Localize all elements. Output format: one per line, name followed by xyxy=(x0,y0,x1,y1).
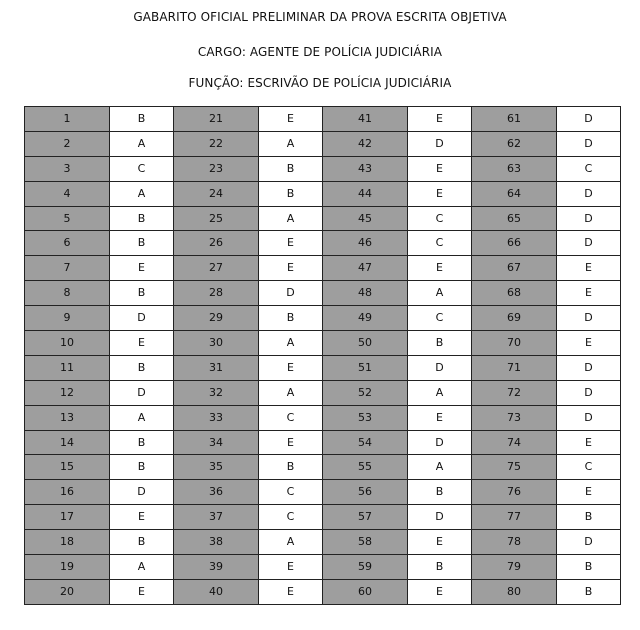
answer-letter-cell: E xyxy=(408,107,472,132)
question-number-cell: 38 xyxy=(174,530,259,555)
table-row xyxy=(25,156,621,181)
question-number-cell: 48 xyxy=(323,281,408,306)
answer-letter-cell: B xyxy=(110,231,174,256)
table-row xyxy=(25,455,621,480)
question-number-cell: 55 xyxy=(323,455,408,480)
answer-letter-cell: B xyxy=(110,355,174,380)
answer-letter-cell: D xyxy=(557,530,621,555)
question-number-cell: 58 xyxy=(323,530,408,555)
question-number-cell: 40 xyxy=(174,579,259,604)
question-number-cell: 79 xyxy=(472,555,557,580)
question-number-cell: 45 xyxy=(323,206,408,231)
answer-letter-cell: E xyxy=(408,181,472,206)
question-number-cell: 4 xyxy=(25,181,110,206)
question-number-cell: 7 xyxy=(25,256,110,281)
answer-letter-cell: D xyxy=(557,206,621,231)
answer-letter-cell: D xyxy=(557,355,621,380)
question-number-cell: 46 xyxy=(323,231,408,256)
question-number-cell: 13 xyxy=(25,405,110,430)
question-number-cell: 30 xyxy=(174,331,259,356)
question-number-cell: 56 xyxy=(323,480,408,505)
question-number-cell: 71 xyxy=(472,355,557,380)
answer-letter-cell: D xyxy=(408,430,472,455)
question-number-cell: 22 xyxy=(174,131,259,156)
question-number-cell: 33 xyxy=(174,405,259,430)
question-number-cell: 63 xyxy=(472,156,557,181)
question-number-cell: 27 xyxy=(174,256,259,281)
answer-letter-cell: D xyxy=(557,131,621,156)
answer-letter-cell: A xyxy=(110,181,174,206)
answer-letter-cell: E xyxy=(259,231,323,256)
question-number-cell: 25 xyxy=(174,206,259,231)
answer-letter-cell: E xyxy=(408,256,472,281)
answer-letter-cell: A xyxy=(259,131,323,156)
question-number-cell: 60 xyxy=(323,579,408,604)
answer-letter-cell: B xyxy=(110,530,174,555)
answer-key-body xyxy=(25,107,621,605)
question-number-cell: 17 xyxy=(25,505,110,530)
question-number-cell: 77 xyxy=(472,505,557,530)
answer-letter-cell: A xyxy=(408,455,472,480)
question-number-cell: 41 xyxy=(323,107,408,132)
table-row xyxy=(25,430,621,455)
question-number-cell: 49 xyxy=(323,306,408,331)
table-row xyxy=(25,231,621,256)
question-number-cell: 35 xyxy=(174,455,259,480)
answer-letter-cell: D xyxy=(557,107,621,132)
answer-letter-cell: B xyxy=(259,156,323,181)
question-number-cell: 32 xyxy=(174,380,259,405)
cargo-line: CARGO: AGENTE DE POLÍCIA JUDICIÁRIA xyxy=(197,45,443,59)
answer-letter-cell: B xyxy=(110,430,174,455)
answer-letter-cell: E xyxy=(557,430,621,455)
answer-letter-cell: B xyxy=(408,480,472,505)
answer-letter-cell: E xyxy=(557,331,621,356)
question-number-cell: 3 xyxy=(25,156,110,181)
answer-letter-cell: E xyxy=(110,505,174,530)
answer-letter-cell: E xyxy=(408,405,472,430)
question-number-cell: 5 xyxy=(25,206,110,231)
answer-letter-cell: B xyxy=(259,306,323,331)
answer-letter-cell: A xyxy=(259,206,323,231)
question-number-cell: 36 xyxy=(174,480,259,505)
question-number-cell: 1 xyxy=(25,107,110,132)
question-number-cell: 15 xyxy=(25,455,110,480)
question-number-cell: 64 xyxy=(472,181,557,206)
answer-letter-cell: B xyxy=(110,206,174,231)
question-number-cell: 72 xyxy=(472,380,557,405)
question-number-cell: 8 xyxy=(25,281,110,306)
answer-letter-cell: E xyxy=(259,107,323,132)
question-number-cell: 75 xyxy=(472,455,557,480)
answer-letter-cell: C xyxy=(110,156,174,181)
question-number-cell: 74 xyxy=(472,430,557,455)
table-row xyxy=(25,306,621,331)
answer-letter-cell: C xyxy=(408,206,472,231)
answer-letter-cell: E xyxy=(110,256,174,281)
question-number-cell: 18 xyxy=(25,530,110,555)
answer-letter-cell: C xyxy=(557,156,621,181)
answer-letter-cell: B xyxy=(110,455,174,480)
answer-letter-cell: C xyxy=(259,405,323,430)
answer-letter-cell: E xyxy=(259,579,323,604)
question-number-cell: 52 xyxy=(323,380,408,405)
question-number-cell: 51 xyxy=(323,355,408,380)
question-number-cell: 20 xyxy=(25,579,110,604)
table-row xyxy=(25,131,621,156)
answer-letter-cell: A xyxy=(259,380,323,405)
answer-letter-cell: A xyxy=(408,281,472,306)
question-number-cell: 10 xyxy=(25,331,110,356)
answer-letter-cell: E xyxy=(110,331,174,356)
table-row xyxy=(25,331,621,356)
question-number-cell: 39 xyxy=(174,555,259,580)
question-number-cell: 66 xyxy=(472,231,557,256)
answer-letter-cell: E xyxy=(259,355,323,380)
answer-letter-cell: E xyxy=(408,156,472,181)
table-row xyxy=(25,405,621,430)
table-row xyxy=(25,530,621,555)
answer-letter-cell: E xyxy=(259,430,323,455)
table-row xyxy=(25,555,621,580)
question-number-cell: 34 xyxy=(174,430,259,455)
question-number-cell: 19 xyxy=(25,555,110,580)
answer-letter-cell: B xyxy=(557,505,621,530)
answer-letter-cell: D xyxy=(408,505,472,530)
answer-letter-cell: B xyxy=(408,331,472,356)
answer-letter-cell: E xyxy=(557,256,621,281)
question-number-cell: 29 xyxy=(174,306,259,331)
question-number-cell: 62 xyxy=(472,131,557,156)
answer-letter-cell: C xyxy=(408,231,472,256)
question-number-cell: 54 xyxy=(323,430,408,455)
answer-letter-cell: E xyxy=(557,480,621,505)
answer-key-table xyxy=(24,106,621,605)
question-number-cell: 57 xyxy=(323,505,408,530)
table-row xyxy=(25,355,621,380)
question-number-cell: 50 xyxy=(323,331,408,356)
answer-letter-cell: D xyxy=(557,380,621,405)
question-number-cell: 80 xyxy=(472,579,557,604)
question-number-cell: 6 xyxy=(25,231,110,256)
answer-letter-cell: D xyxy=(557,405,621,430)
table-row xyxy=(25,579,621,604)
question-number-cell: 23 xyxy=(174,156,259,181)
answer-letter-cell: E xyxy=(557,281,621,306)
answer-letter-cell: D xyxy=(557,306,621,331)
question-number-cell: 37 xyxy=(174,505,259,530)
answer-letter-cell: D xyxy=(408,355,472,380)
answer-letter-cell: E xyxy=(408,530,472,555)
question-number-cell: 65 xyxy=(472,206,557,231)
question-number-cell: 47 xyxy=(323,256,408,281)
question-number-cell: 16 xyxy=(25,480,110,505)
funcao-line: FUNÇÃO: ESCRIVÃO DE POLÍCIA JUDICIÁRIA xyxy=(188,76,452,90)
answer-letter-cell: B xyxy=(110,107,174,132)
question-number-cell: 73 xyxy=(472,405,557,430)
table-row xyxy=(25,480,621,505)
answer-letter-cell: A xyxy=(259,331,323,356)
answer-letter-cell: B xyxy=(259,181,323,206)
question-number-cell: 31 xyxy=(174,355,259,380)
answer-letter-cell: E xyxy=(259,555,323,580)
answer-letter-cell: D xyxy=(110,480,174,505)
answer-letter-cell: A xyxy=(110,405,174,430)
answer-letter-cell: B xyxy=(259,455,323,480)
answer-letter-cell: C xyxy=(408,306,472,331)
question-number-cell: 9 xyxy=(25,306,110,331)
question-number-cell: 59 xyxy=(323,555,408,580)
answer-letter-cell: D xyxy=(557,181,621,206)
answer-letter-cell: D xyxy=(259,281,323,306)
table-row xyxy=(25,206,621,231)
question-number-cell: 68 xyxy=(472,281,557,306)
answer-letter-cell: D xyxy=(557,231,621,256)
answer-letter-cell: B xyxy=(557,555,621,580)
question-number-cell: 14 xyxy=(25,430,110,455)
question-number-cell: 12 xyxy=(25,380,110,405)
table-row xyxy=(25,505,621,530)
question-number-cell: 11 xyxy=(25,355,110,380)
question-number-cell: 28 xyxy=(174,281,259,306)
question-number-cell: 76 xyxy=(472,480,557,505)
answer-letter-cell: A xyxy=(259,530,323,555)
answer-letter-cell: E xyxy=(408,579,472,604)
answer-letter-cell: B xyxy=(110,281,174,306)
answer-letter-cell: C xyxy=(259,480,323,505)
question-number-cell: 67 xyxy=(472,256,557,281)
question-number-cell: 43 xyxy=(323,156,408,181)
answer-letter-cell: D xyxy=(110,380,174,405)
answer-letter-cell: D xyxy=(408,131,472,156)
answer-letter-cell: C xyxy=(557,455,621,480)
answer-letter-cell: E xyxy=(259,256,323,281)
question-number-cell: 21 xyxy=(174,107,259,132)
table-row xyxy=(25,380,621,405)
page-title: GABARITO OFICIAL PRELIMINAR DA PROVA ESCRITA OBJETIVA xyxy=(133,10,507,24)
question-number-cell: 69 xyxy=(472,306,557,331)
question-number-cell: 70 xyxy=(472,331,557,356)
question-number-cell: 53 xyxy=(323,405,408,430)
question-number-cell: 78 xyxy=(472,530,557,555)
answer-letter-cell: A xyxy=(110,555,174,580)
answer-letter-cell: A xyxy=(110,131,174,156)
question-number-cell: 24 xyxy=(174,181,259,206)
question-number-cell: 26 xyxy=(174,231,259,256)
answer-letter-cell: B xyxy=(557,579,621,604)
answer-letter-cell: D xyxy=(110,306,174,331)
answer-letter-cell: C xyxy=(259,505,323,530)
table-row xyxy=(25,107,621,132)
answer-letter-cell: B xyxy=(408,555,472,580)
question-number-cell: 61 xyxy=(472,107,557,132)
question-number-cell: 44 xyxy=(323,181,408,206)
table-row xyxy=(25,281,621,306)
answer-letter-cell: E xyxy=(110,579,174,604)
answer-letter-cell: A xyxy=(408,380,472,405)
question-number-cell: 2 xyxy=(25,131,110,156)
question-number-cell: 42 xyxy=(323,131,408,156)
table-row xyxy=(25,256,621,281)
table-row xyxy=(25,181,621,206)
